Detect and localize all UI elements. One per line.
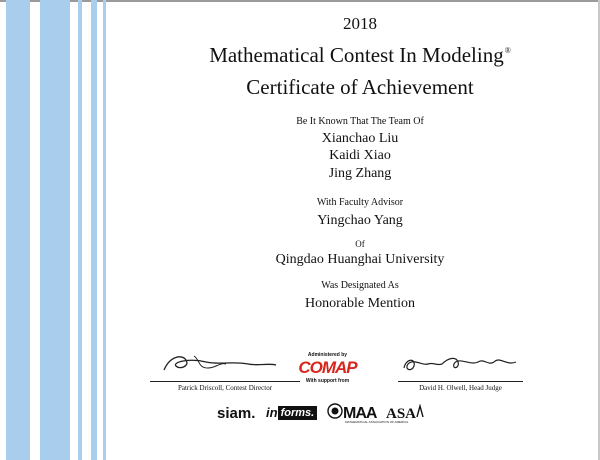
asa-logo	[386, 404, 424, 423]
informs-box: forms.	[278, 406, 318, 420]
administered-by: Administered by	[307, 352, 348, 358]
director-signature-block	[150, 352, 300, 392]
director-signature	[150, 352, 300, 374]
maa-text: MAA	[343, 404, 377, 422]
certificate-title: Certificate of Achievement	[246, 75, 474, 99]
signature-line	[150, 381, 300, 382]
support-from: With support from	[305, 378, 350, 384]
designation: Honorable Mention	[304, 296, 416, 311]
director-label: Patrick Driscoll, Contest Director	[177, 384, 273, 392]
contest-year: 2018	[343, 14, 377, 33]
registered-mark: ®	[504, 46, 511, 55]
team-member: Kaidi Xiao	[329, 148, 391, 163]
stripe	[40, 0, 70, 460]
university-name: Qingdao Huanghai University	[275, 252, 445, 267]
siam-logo: siam.	[217, 405, 256, 422]
designated-label: Was Designated As	[321, 280, 399, 291]
contest-name	[150, 43, 570, 68]
decorative-stripes	[0, 0, 112, 460]
maa-subtitle: MATHEMATICAL ASSOCIATION OF AMERICA	[345, 420, 409, 424]
judge-signature	[398, 352, 523, 374]
stripe	[78, 0, 82, 460]
stripe	[103, 0, 106, 460]
stripe	[91, 0, 97, 460]
comap-logo: COMAP	[298, 358, 357, 377]
informs-logo	[266, 404, 317, 422]
maa-seal-icon	[327, 403, 343, 424]
judge-label: David H. Olwell, Head Judge	[419, 384, 502, 392]
stripe	[6, 0, 30, 460]
advisor-name: Yingchao Yang	[317, 213, 403, 228]
known-line: Be It Known That The Team Of	[296, 116, 424, 127]
team-member: Jing Zhang	[328, 166, 392, 181]
asa-text: ASA	[386, 406, 417, 422]
team-member: Xianchao Liu	[321, 131, 399, 146]
contest-name-text: Mathematical Contest In Modeling	[209, 43, 504, 67]
administrator-block	[285, 352, 370, 384]
advisor-label: With Faculty Advisor	[316, 197, 404, 208]
judge-signature-block	[398, 352, 523, 392]
informs-prefix: in	[266, 405, 278, 421]
asa-mark-icon	[416, 404, 424, 418]
of-label: Of	[355, 239, 365, 249]
signature-line	[398, 381, 523, 382]
